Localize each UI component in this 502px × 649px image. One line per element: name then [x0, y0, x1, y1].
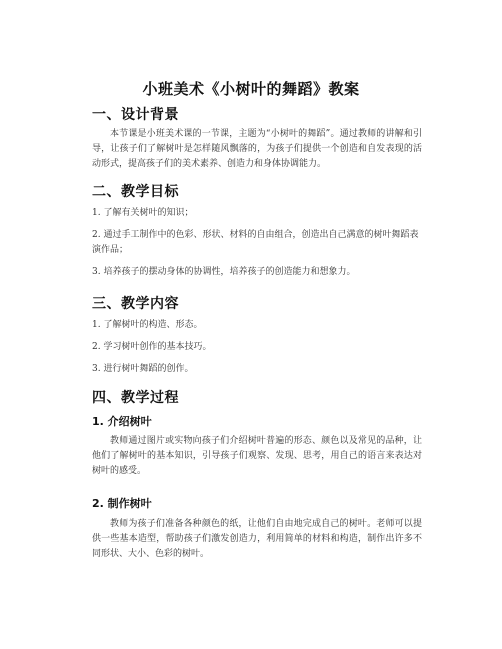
section-paragraph-background: 本节课是小班美术课的一节课，主题为“小树叶的舞蹈”。通过教师的讲解和引导，让孩子们了解树叶是怎样随风飘落的，为孩子们提供一个创造和自发表现的活动形式，提高孩子们的美术素养、创造力和身体协调能力。 — [92, 129, 422, 169]
subsection-paragraph-make-leaves: 教师为孩子们准备各种颜色的纸，让他们自由地完成自己的树叶。老师可以提供一些基本造型，帮助孩子们激发创造力，利用简单的材料和构造，制作出许多不同形状、大小、色彩的树叶。 — [92, 519, 422, 559]
document-title: 小班美术《小树叶的舞蹈》教案 — [142, 80, 360, 98]
section-heading-background: 一、设计背景 — [92, 107, 179, 123]
subsection-paragraph-intro-leaves: 教师通过图片或实物向孩子们介绍树叶普遍的形态、颜色以及常见的品种，让他们了解树叶的基本知识，引导孩子们观察、发现、思考，用自己的语言来表达对树叶的感受。 — [92, 436, 422, 476]
goal-item: 1. 了解有关树叶的知识； — [92, 208, 194, 218]
section-heading-content: 三、教学内容 — [92, 296, 179, 312]
section-heading-goals: 二、教学目标 — [92, 184, 179, 200]
content-item: 3. 进行树叶舞蹈的创作。 — [92, 364, 194, 374]
subsection-heading-make-leaves: 2. 制作树叶 — [92, 497, 152, 510]
content-item: 2. 学习树叶创作的基本技巧。 — [92, 342, 212, 352]
goal-item: 2. 通过手工制作中的色彩、形状、材料的自由组合，创造出自己满意的树叶舞蹈表演作品； — [92, 230, 419, 255]
subsection-heading-intro-leaves: 1. 介绍树叶 — [92, 415, 152, 428]
section-heading-process: 四、教学过程 — [92, 390, 179, 406]
goal-item: 3. 培养孩子的摆动身体的协调性，培养孩子的创造能力和想象力。 — [92, 267, 356, 277]
content-item: 1. 了解树叶的构造、形态。 — [92, 320, 203, 330]
